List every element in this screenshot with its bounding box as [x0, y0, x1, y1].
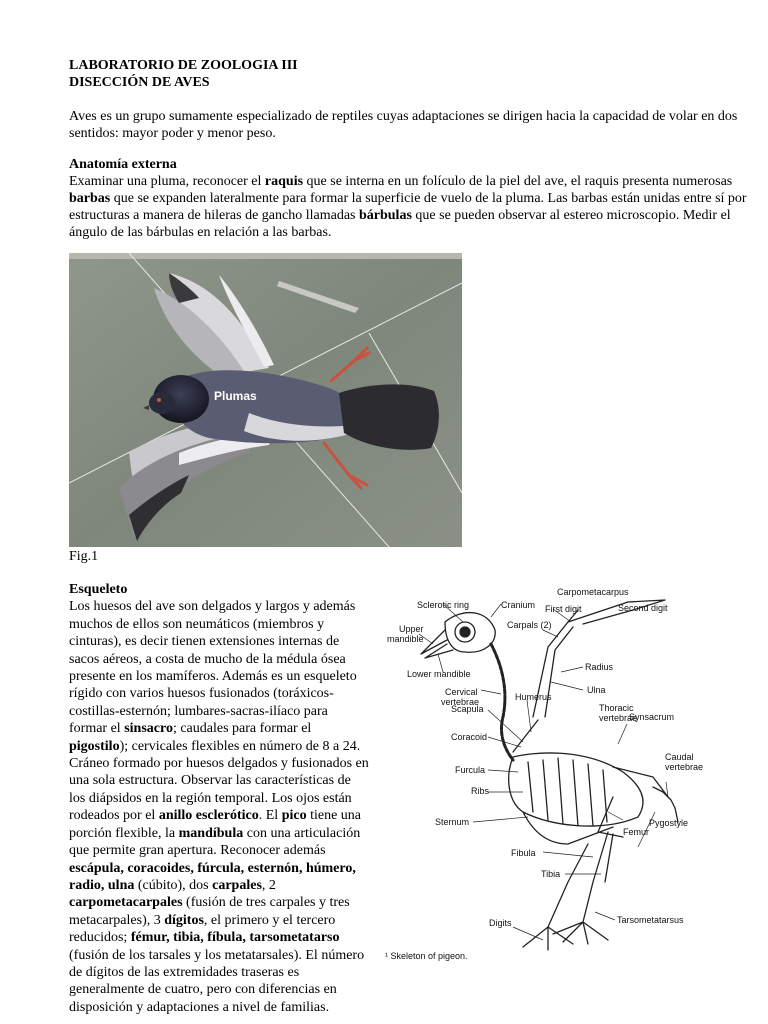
text-run: tiene una porción flexible, la — [69, 808, 361, 841]
text-run: que se interna en un folículo de la piel del ave, el raquis presenta numerosas — [303, 174, 733, 189]
term-carpales: carpales — [212, 877, 262, 893]
term-raquis: raquis — [264, 174, 304, 189]
label-thoracic-1: Thoracic — [599, 703, 634, 713]
term-hindlimb-bones: fémur, tibia, fíbula, tarsometatarso — [130, 930, 340, 946]
text-run: Los huesos del ave son delgados y largos y además muchos de ellos son neumáticos (miembros y cinturas), es decir tienen extensiones internas de sacos aéreos, a costa de mucho de la médula ósea presente en los mamíferos. Además es un esqueleto rígido con varios huesos fusionados (toráxicos-costillas-esternón; lumbares-sacras-ilíaco para formar el — [69, 599, 357, 737]
document-title — [69, 57, 298, 91]
label-ribs: Ribs — [471, 786, 490, 796]
text-run: (fusión de los tarsales y los metatarsales). El número de dígitos de las extremidades traseras es generalmente de cuatro, pero con diferencias en disposición y adaptaciones a nivel de familias. — [69, 947, 365, 1015]
term-barbulas: bárbulas — [358, 208, 412, 223]
text-run: que se pueden observar al estereo microscopio. Medir el ángulo de las bárbulas en relación a las barbas. — [69, 208, 731, 240]
term-digitos: dígitos — [164, 912, 204, 928]
pigeon-photo — [69, 253, 462, 547]
text-run: Examinar una pluma, reconocer el — [69, 174, 265, 189]
term-carpometacarpales: carpometacarpales — [69, 895, 183, 911]
title-line-1: LABORATORIO DE ZOOLOGIA III — [69, 58, 298, 73]
label-caudal-1: Caudal — [665, 752, 694, 762]
label-fibula: Fibula — [511, 848, 536, 858]
label-ulna: Ulna — [587, 685, 606, 695]
text-run: con una articulación que permite gran apertura. Reconocer además — [69, 825, 361, 859]
label-sclerotic-ring: Sclerotic ring — [417, 600, 470, 610]
title-line-2: DISECCIÓN DE AVES — [69, 75, 210, 90]
text-run: ; caudales para formar el — [172, 721, 312, 737]
photo-label: Plumas — [214, 389, 257, 403]
term-mandibula: mandíbula — [178, 825, 244, 841]
text-run: . El — [258, 808, 282, 824]
label-thoracic-2: vertebrae — [599, 713, 638, 723]
label-radius: Radius — [585, 662, 614, 672]
diagram-caption: ¹ Skeleton of pigeon. — [385, 951, 468, 961]
label-furcula: Furcula — [455, 765, 486, 775]
text-run: ); cervicales flexibles en número de 8 a 24. Cráneo formado por huesos delgados y fusionados en una sola estructura. Observar las características de los diápsidos en la región temporal. Los ojos están rodeados por el — [69, 738, 369, 824]
label-femur: Femur — [623, 827, 650, 837]
label-carpals: Carpals (2) — [507, 620, 552, 630]
label-sternum: Sternum — [435, 817, 470, 827]
label-upper-mandible-1: Upper — [399, 624, 424, 634]
label-pygostyle: Pygostyle — [649, 818, 689, 828]
term-anillo-esclerotico: anillo esclerótico — [158, 808, 259, 824]
text-run: , el primero y el tercero reducidos; — [69, 912, 336, 946]
label-tibia: Tibia — [541, 869, 561, 879]
external-anatomy-heading: Anatomía externa — [69, 157, 177, 172]
term-barbas: barbas — [69, 191, 111, 206]
label-lower-mandible: Lower mandible — [407, 669, 471, 679]
intro-paragraph: Aves es un grupo sumamente especializado de reptiles cuyas adaptaciones se dirigen hacia la capacidad de volar en dos sentidos: mayor poder y menor peso. — [69, 109, 738, 141]
text-run: que se expanden lateralmente para formar la superficie de vuelo de la pluma. Las barbas están unidas entre sí por estructuras a manera de hileras de gancho llamadas — [69, 191, 747, 223]
text-run: (fusión de tres carpales y tres metacarpales), 3 — [69, 895, 350, 928]
label-carpometacarpus: Carpometacarpus — [557, 587, 629, 597]
external-anatomy-section — [69, 156, 749, 241]
pigeon-head — [149, 392, 175, 414]
label-cervical-2: vertebrae — [441, 697, 480, 707]
term-sinsacro: sinsacro — [124, 721, 173, 737]
label-humerus: Humerus — [515, 692, 552, 702]
term-pico: pico — [281, 808, 307, 824]
term-pigostilo: pigostilo — [69, 738, 120, 754]
label-digits: Digits — [489, 918, 512, 928]
label-coracoid: Coracoid — [451, 732, 488, 742]
label-caudal-2: vertebrae — [665, 762, 704, 772]
text-run: (cúbito), dos — [134, 877, 213, 893]
skeleton-section — [69, 581, 369, 1016]
label-cervical-1: Cervical — [445, 687, 478, 697]
label-cranium: Cranium — [501, 600, 536, 610]
label-second-digit: Second digit — [618, 603, 668, 613]
label-tarsometatarsus: Tarsometatarsus — [617, 915, 684, 925]
pigeon-skeleton-diagram — [383, 582, 713, 967]
label-synsacrum: Synsacrum — [629, 712, 675, 722]
term-bones-list: escápula, coracoides, fúrcula, esternón, húmero, radio, ulna — [69, 860, 356, 893]
skeleton-heading: Esqueleto — [69, 582, 128, 597]
label-scapula: Scapula — [451, 704, 484, 714]
text-run: , 2 — [261, 877, 276, 893]
figure-caption: Fig.1 — [69, 549, 99, 564]
label-first-digit: First digit — [545, 604, 582, 614]
label-upper-mandible-2: mandible — [387, 634, 424, 644]
